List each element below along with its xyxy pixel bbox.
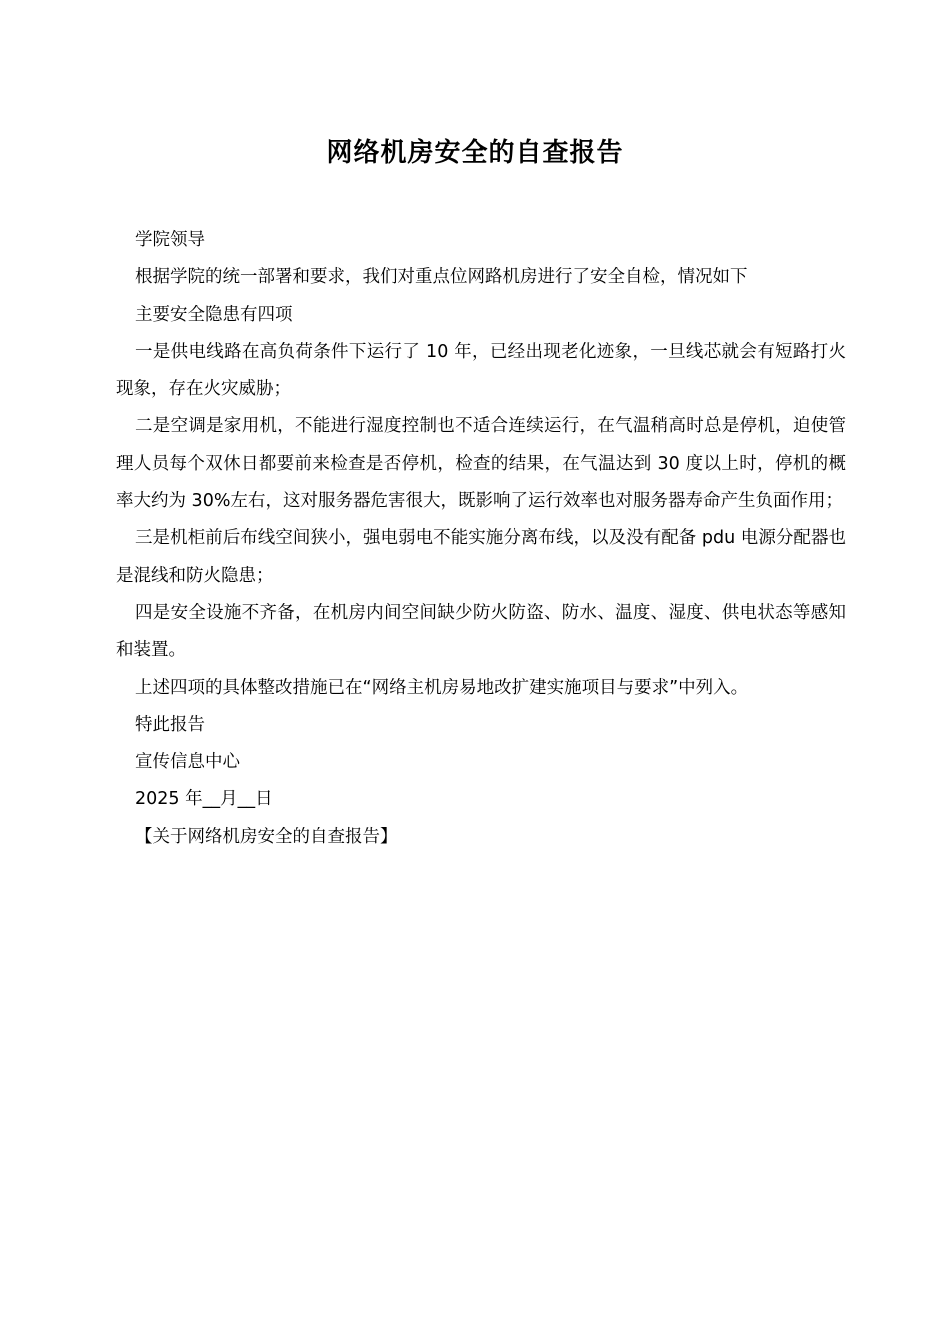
hazard-1-paragraph: 一是供电线路在高负荷条件下运行了 10 年，已经出现老化迹象，一旦线芯就会有短路打火现象，存在火灾威胁； [116, 341, 846, 400]
document-body [116, 222, 846, 856]
signature-date: 2025 年__月__日 [135, 789, 273, 810]
hazard-3-paragraph: 三是机柜前后布线空间狭小，强电弱电不能实施分离布线，以及没有配备 pdu 电源分配器也是混线和防火隐患； [116, 528, 846, 586]
intro-paragraph: 根据学院的统一部署和要求，我们对重点位网路机房进行了安全自检，情况如下 [135, 267, 748, 288]
document-title: 网络机房安全的自查报告 [326, 138, 624, 168]
signature-department: 宣传信息中心 [135, 752, 240, 773]
hazard-2-paragraph: 二是空调是家用机，不能进行湿度控制也不适合连续运行，在气温稍高时总是停机，迫使管理人员每个双休日都要前来检查是否停机，检查的结果，在气温达到 30 度以上时，停机的概率大约为 30%左右，这对服务器危害很大，既影响了运行效率也对服务器寿命产生负面作用； [116, 416, 846, 512]
closing-line: 特此报告 [135, 714, 205, 735]
hazards-heading: 主要安全隐患有四项 [135, 304, 293, 325]
salutation: 学院领导 [135, 230, 205, 250]
hazard-4-paragraph: 四是安全设施不齐备，在机房内间空间缺少防火防盗、防水、温度、湿度、供电状态等感知和装置。 [116, 602, 846, 661]
document-footer-title: 【关于网络机房安全的自查报告】 [135, 826, 398, 847]
measures-paragraph: 上述四项的具体整改措施已在“网络主机房易地改扩建实施项目与要求”中列入。 [135, 677, 749, 698]
